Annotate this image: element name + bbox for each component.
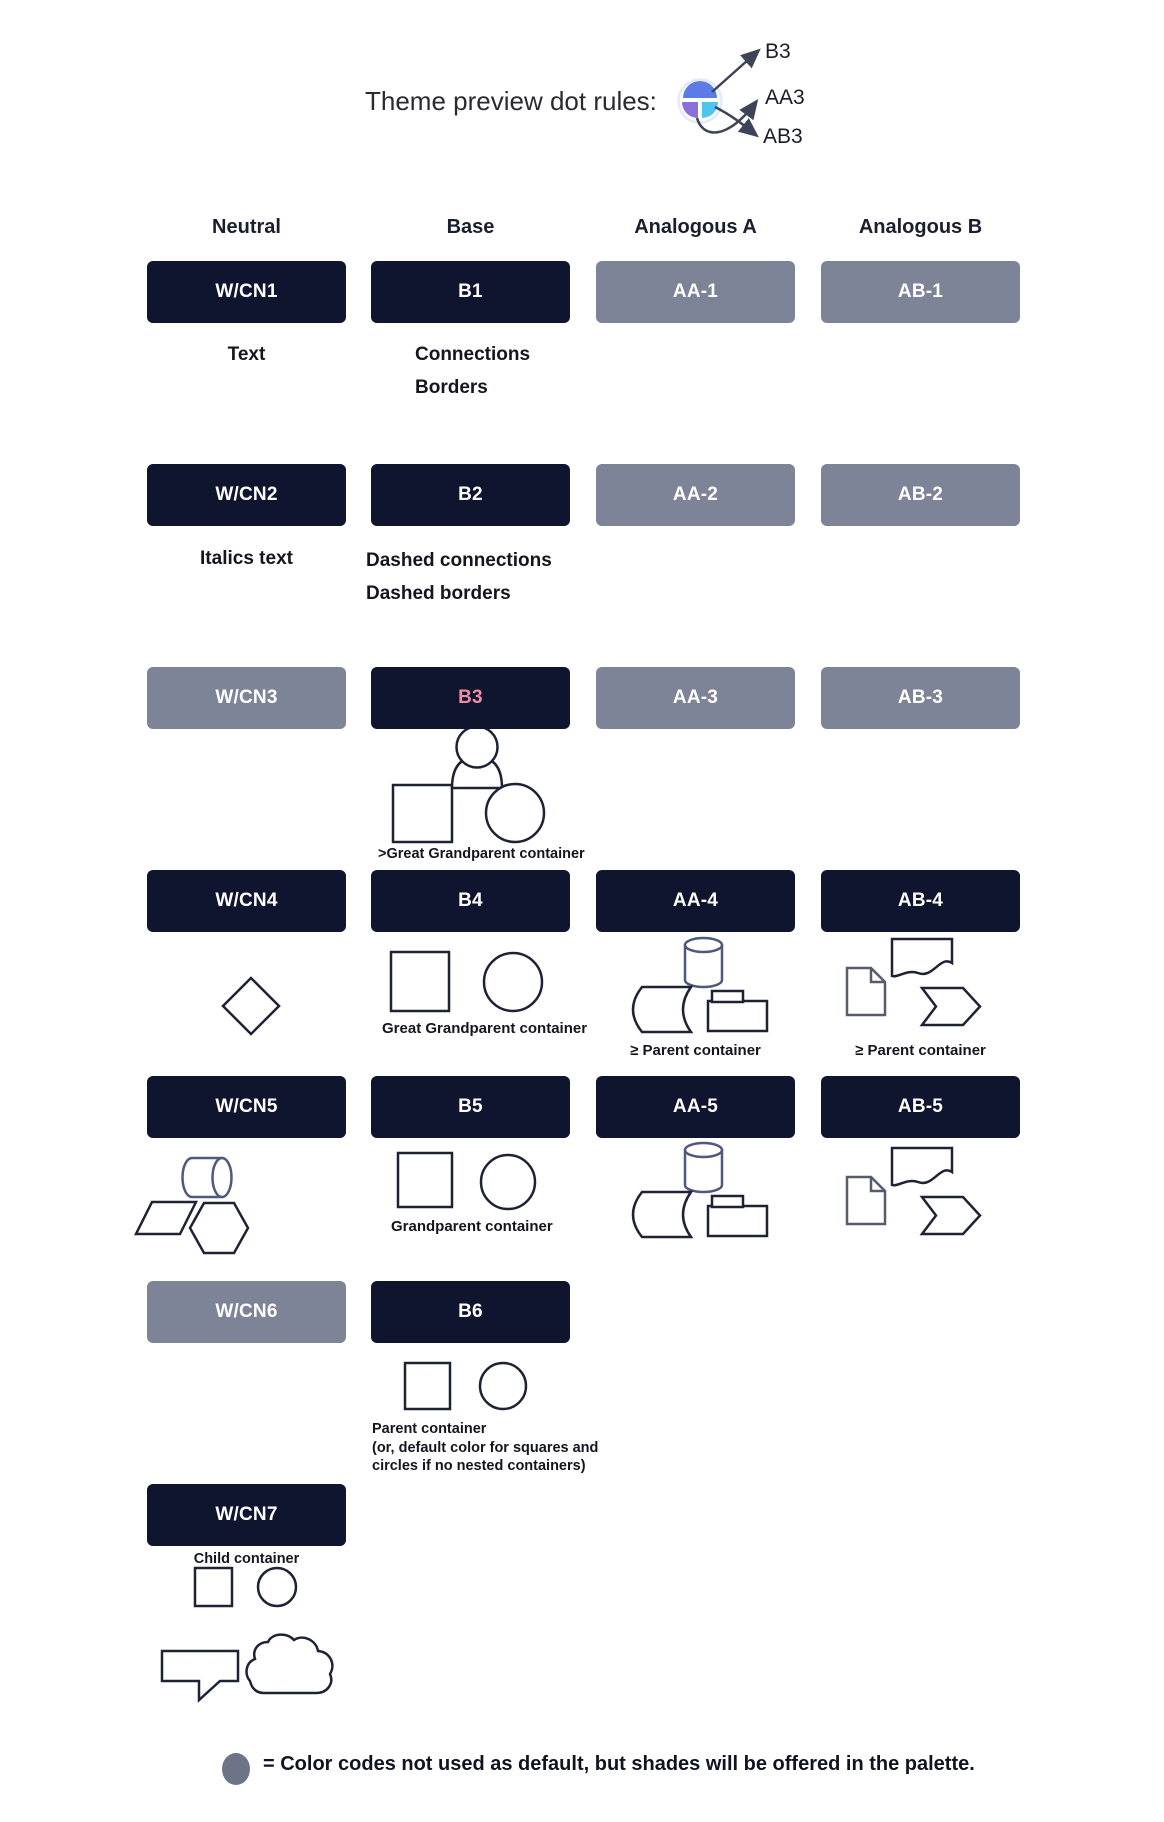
swatch-ab2 (821, 464, 1020, 526)
swatch-label: AA-3 (672, 687, 719, 708)
square-icon (393, 785, 452, 842)
hexagon-icon (190, 1203, 248, 1253)
swatch-ab5 (821, 1076, 1020, 1138)
wcn5-shapes (136, 1158, 248, 1253)
swatch-aa3 (596, 667, 795, 729)
theme-preview-dot-icon (679, 80, 722, 123)
swatch-label: AB-2 (897, 484, 944, 505)
swatch-label: W/CN5 (215, 1096, 278, 1117)
caption-parent-gte-a: ≥ Parent container (630, 1042, 761, 1059)
swatch-wcn3 (147, 667, 346, 729)
aa-parent-shapes (633, 1143, 767, 1237)
circle-icon (484, 953, 542, 1011)
cloud-icon (247, 1635, 333, 1693)
circle-icon (258, 1568, 296, 1606)
dot-label-ab3: AB3 (763, 125, 803, 148)
caption-text: Text (227, 344, 266, 365)
swatch-aa5 (596, 1076, 795, 1138)
caption-grandparent: Grandparent container (391, 1218, 553, 1235)
column-header-analogous-b: Analogous B (858, 216, 983, 238)
swatch-aa4 (596, 870, 795, 932)
dot-label-aa3: AA3 (765, 86, 805, 109)
swatch-b4 (371, 870, 570, 932)
swatch-label: AB-4 (897, 890, 944, 911)
swatch-b1 (371, 261, 570, 323)
caption-parent-note-1: Parent container (372, 1421, 487, 1437)
child-container-shapes (162, 1568, 332, 1700)
column-header-analogous-a: Analogous A (634, 216, 757, 238)
swatch-label: B2 (458, 484, 483, 505)
swatch-label: W/CN4 (215, 890, 278, 911)
caption-connections: Connections (415, 344, 531, 365)
swatch-aa2 (596, 464, 795, 526)
aa-parent-shapes (633, 938, 767, 1032)
swatch-label: W/CN2 (215, 484, 278, 505)
swatch-label: AA-2 (672, 484, 719, 505)
swatch-label: B3 (458, 687, 483, 708)
swatch-label: AA-1 (672, 281, 719, 302)
column-header-base: Base (446, 216, 495, 238)
circle-icon (481, 1155, 535, 1209)
ab-parent-shapes (847, 1148, 980, 1234)
caption-borders: Borders (415, 377, 488, 398)
great-grandparent-shapes (391, 952, 542, 1011)
square-icon (398, 1153, 452, 1207)
parent-shapes (405, 1363, 526, 1409)
swatch-label: B5 (458, 1096, 483, 1117)
swatch-b6 (371, 1281, 570, 1343)
horizontal-cylinder-icon (213, 1158, 232, 1197)
swatch-wcn2 (147, 464, 346, 526)
swatch-wcn1 (147, 261, 346, 323)
page-title: Theme preview dot rules: (365, 86, 657, 116)
caption-great-grandparent: Great Grandparent container (382, 1020, 588, 1037)
swatch-b2 (371, 464, 570, 526)
square-icon (405, 1363, 450, 1409)
parallelogram-icon (136, 1202, 196, 1234)
legend-text: = Color codes not used as default, but shades will be offered in the palette. (263, 1753, 975, 1775)
swatch-label: B1 (458, 281, 483, 302)
swatch-b5 (371, 1076, 570, 1138)
caption-dashed-connections: Dashed connections (366, 550, 552, 571)
square-icon (391, 952, 449, 1011)
swatch-wcn5 (147, 1076, 346, 1138)
speech-bubble-icon (162, 1651, 238, 1700)
column-header-neutral: Neutral (212, 216, 281, 238)
swatch-label: W/CN7 (215, 1504, 278, 1525)
diamond-icon (223, 978, 279, 1034)
caption-parent-gte-b: ≥ Parent container (855, 1042, 986, 1059)
dot-label-b3: B3 (765, 40, 791, 63)
caption-gt-great-grandparent: >Great Grandparent container (378, 846, 585, 862)
swatch-label: AA-4 (672, 890, 719, 911)
swatch-ab3 (821, 667, 1020, 729)
caption-child-container: Child container (193, 1551, 300, 1567)
caption-parent-note-2: (or, default color for squares and (372, 1440, 599, 1456)
swatch-b3 (371, 667, 570, 729)
swatch-label: AB-1 (897, 281, 944, 302)
legend-dot-icon (222, 1753, 250, 1785)
ab-parent-shapes (847, 939, 980, 1025)
circle-icon (486, 784, 544, 842)
swatch-label: B4 (458, 890, 483, 911)
swatch-label: B6 (458, 1301, 483, 1322)
person-icon (457, 727, 498, 768)
swatch-label: W/CN3 (215, 687, 278, 708)
swatch-ab4 (821, 870, 1020, 932)
swatch-wcn7 (147, 1484, 346, 1546)
circle-icon (480, 1363, 526, 1409)
swatch-label: AB-5 (897, 1096, 944, 1117)
gt-great-grandparent-shapes (393, 727, 544, 843)
caption-parent-note-3: circles if no nested containers) (372, 1458, 586, 1474)
swatch-wcn6 (147, 1281, 346, 1343)
swatch-ab1 (821, 261, 1020, 323)
square-icon (195, 1568, 232, 1606)
swatch-aa1 (596, 261, 795, 323)
swatch-label: AB-3 (897, 687, 944, 708)
swatch-label: AA-5 (672, 1096, 719, 1117)
swatch-label: W/CN1 (215, 281, 278, 302)
swatch-wcn4 (147, 870, 346, 932)
swatch-label: W/CN6 (215, 1301, 278, 1322)
grandparent-shapes (398, 1153, 535, 1209)
caption-dashed-borders: Dashed borders (366, 583, 511, 604)
caption-italics-text: Italics text (200, 548, 293, 569)
